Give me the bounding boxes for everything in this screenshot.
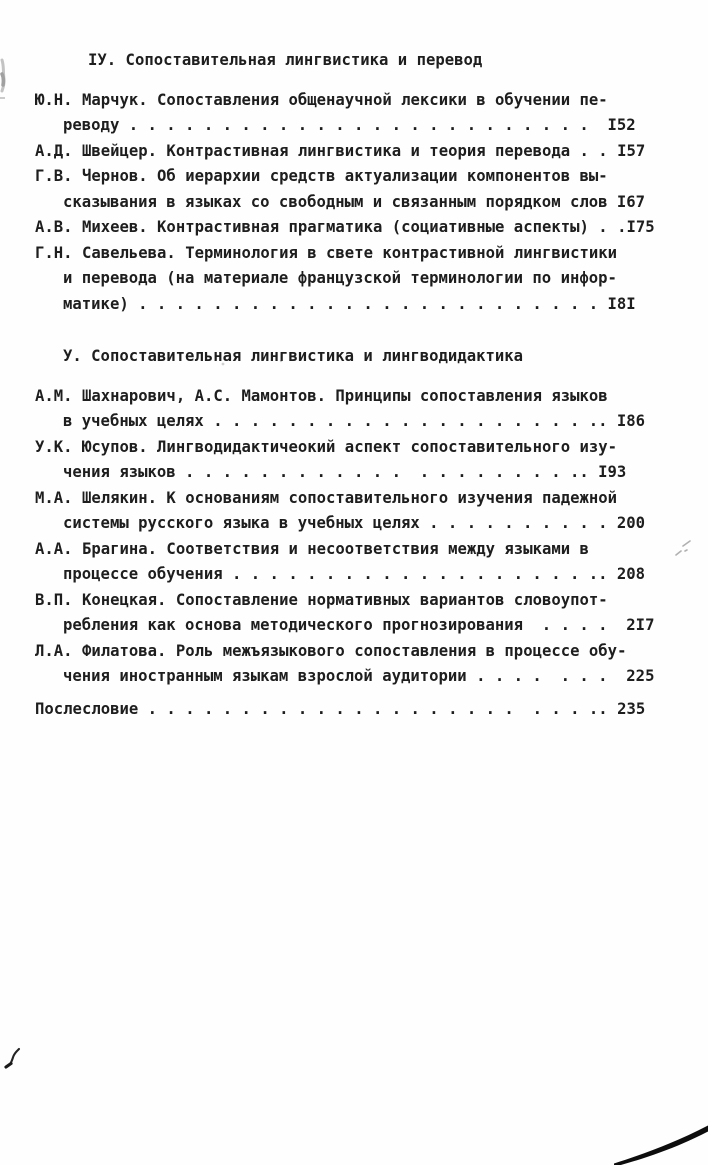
toc-entry-line: чения языков . . . . . . . . . . . . . . . . . . . . .. I93	[63, 463, 627, 481]
toc-entry-line: А.Д. Швейцер. Контрастивная лингвистика и теория перевода . . I57	[35, 141, 646, 160]
table-of-contents	[35, 48, 695, 722]
toc-entry-line: Ю.Н. Марчук. Сопоставления общенаучной лексики в обучении пе-	[35, 90, 608, 109]
afterword-entry: Послесловие . . . . . . . . . . . . . . . . . . . . . . . .. 235	[35, 699, 646, 718]
toc-entry-line: и перевода (на материале французской терминологии по инфор-	[63, 269, 617, 287]
toc-entry	[35, 384, 695, 435]
toc-entry-line: сказывания в языках со свободным и связанным порядком слов I67	[63, 192, 646, 211]
toc-entry-line: Л.А. Филатова. Роль межъязыкового сопоставления в процессе обу-	[35, 641, 627, 660]
ink-smudge-top-left-icon	[0, 60, 5, 99]
toc-entry-line: А.А. Брагина. Соответствия и несоответствия между языками в	[35, 539, 589, 558]
toc-entry-line: чения иностранным языкам взрослой аудитории . . . . . . . 225	[63, 667, 655, 685]
toc-entry-line: реводу . . . . . . . . . . . . . . . . . . . . . . . . . I52	[63, 116, 636, 134]
toc-entry	[35, 215, 695, 241]
toc-entry	[35, 139, 695, 165]
toc-entry-line: А.М. Шахнарович, А.С. Мамонтов. Принципы сопоставления языков	[35, 386, 608, 405]
toc-entry-line: У.К. Юсупов. Лингводидактичеокий аспект сопоставительного изу-	[35, 437, 618, 456]
toc-entry-line: матике) . . . . . . . . . . . . . . . . . . . . . . . . . I8I	[63, 294, 636, 313]
toc-entry	[35, 241, 695, 318]
toc-entry	[35, 435, 695, 486]
section-entries	[35, 384, 695, 690]
toc-entry-line: системы русского языка в учебных целях . . . . . . . . . . 200	[63, 514, 646, 532]
toc-entry	[35, 164, 695, 215]
toc-entry-line: процессе обучения . . . . . . . . . . . . . . . . . . . .. 208	[63, 565, 646, 583]
pen-stroke-bottom-right-icon	[614, 1126, 708, 1165]
toc-entry	[35, 88, 695, 139]
toc-entry-line: Г.В. Чернов. Об иерархии средств актуализации компонентов вы-	[35, 167, 608, 185]
handwritten-squiggle-bottom-left-icon	[6, 1049, 19, 1067]
toc-entry	[35, 486, 695, 537]
toc-entry-line: А.В. Михеев. Контрастивная прагматика (социативные аспекты) . .I75	[35, 218, 655, 236]
toc-entry-line: ребления как основа методического прогнозирования . . . . 2I7	[63, 616, 655, 634]
toc-entry-line: В.П. Конецкая. Сопоставление нормативных вариантов словоупот-	[35, 590, 608, 609]
section-entries	[35, 88, 695, 318]
toc-entry	[35, 537, 695, 588]
toc-entry-line: Г.Н. Савельева. Терминология в свете контрастивной лингвистики	[35, 243, 618, 262]
toc-entry	[35, 639, 695, 690]
toc-entry-line: М.А. Шелякин. К основаниям сопоставительного изучения падежной	[35, 488, 618, 507]
toc-entry	[35, 588, 695, 639]
toc-entry-line: в учебных целях . . . . . . . . . . . . . . . . . . . . .. I86	[63, 412, 646, 430]
section-heading: У. Сопоставительная лингвистика и лингводидактика	[63, 347, 524, 365]
section-heading: IУ. Сопоставительная лингвистика и перевод	[88, 51, 483, 69]
